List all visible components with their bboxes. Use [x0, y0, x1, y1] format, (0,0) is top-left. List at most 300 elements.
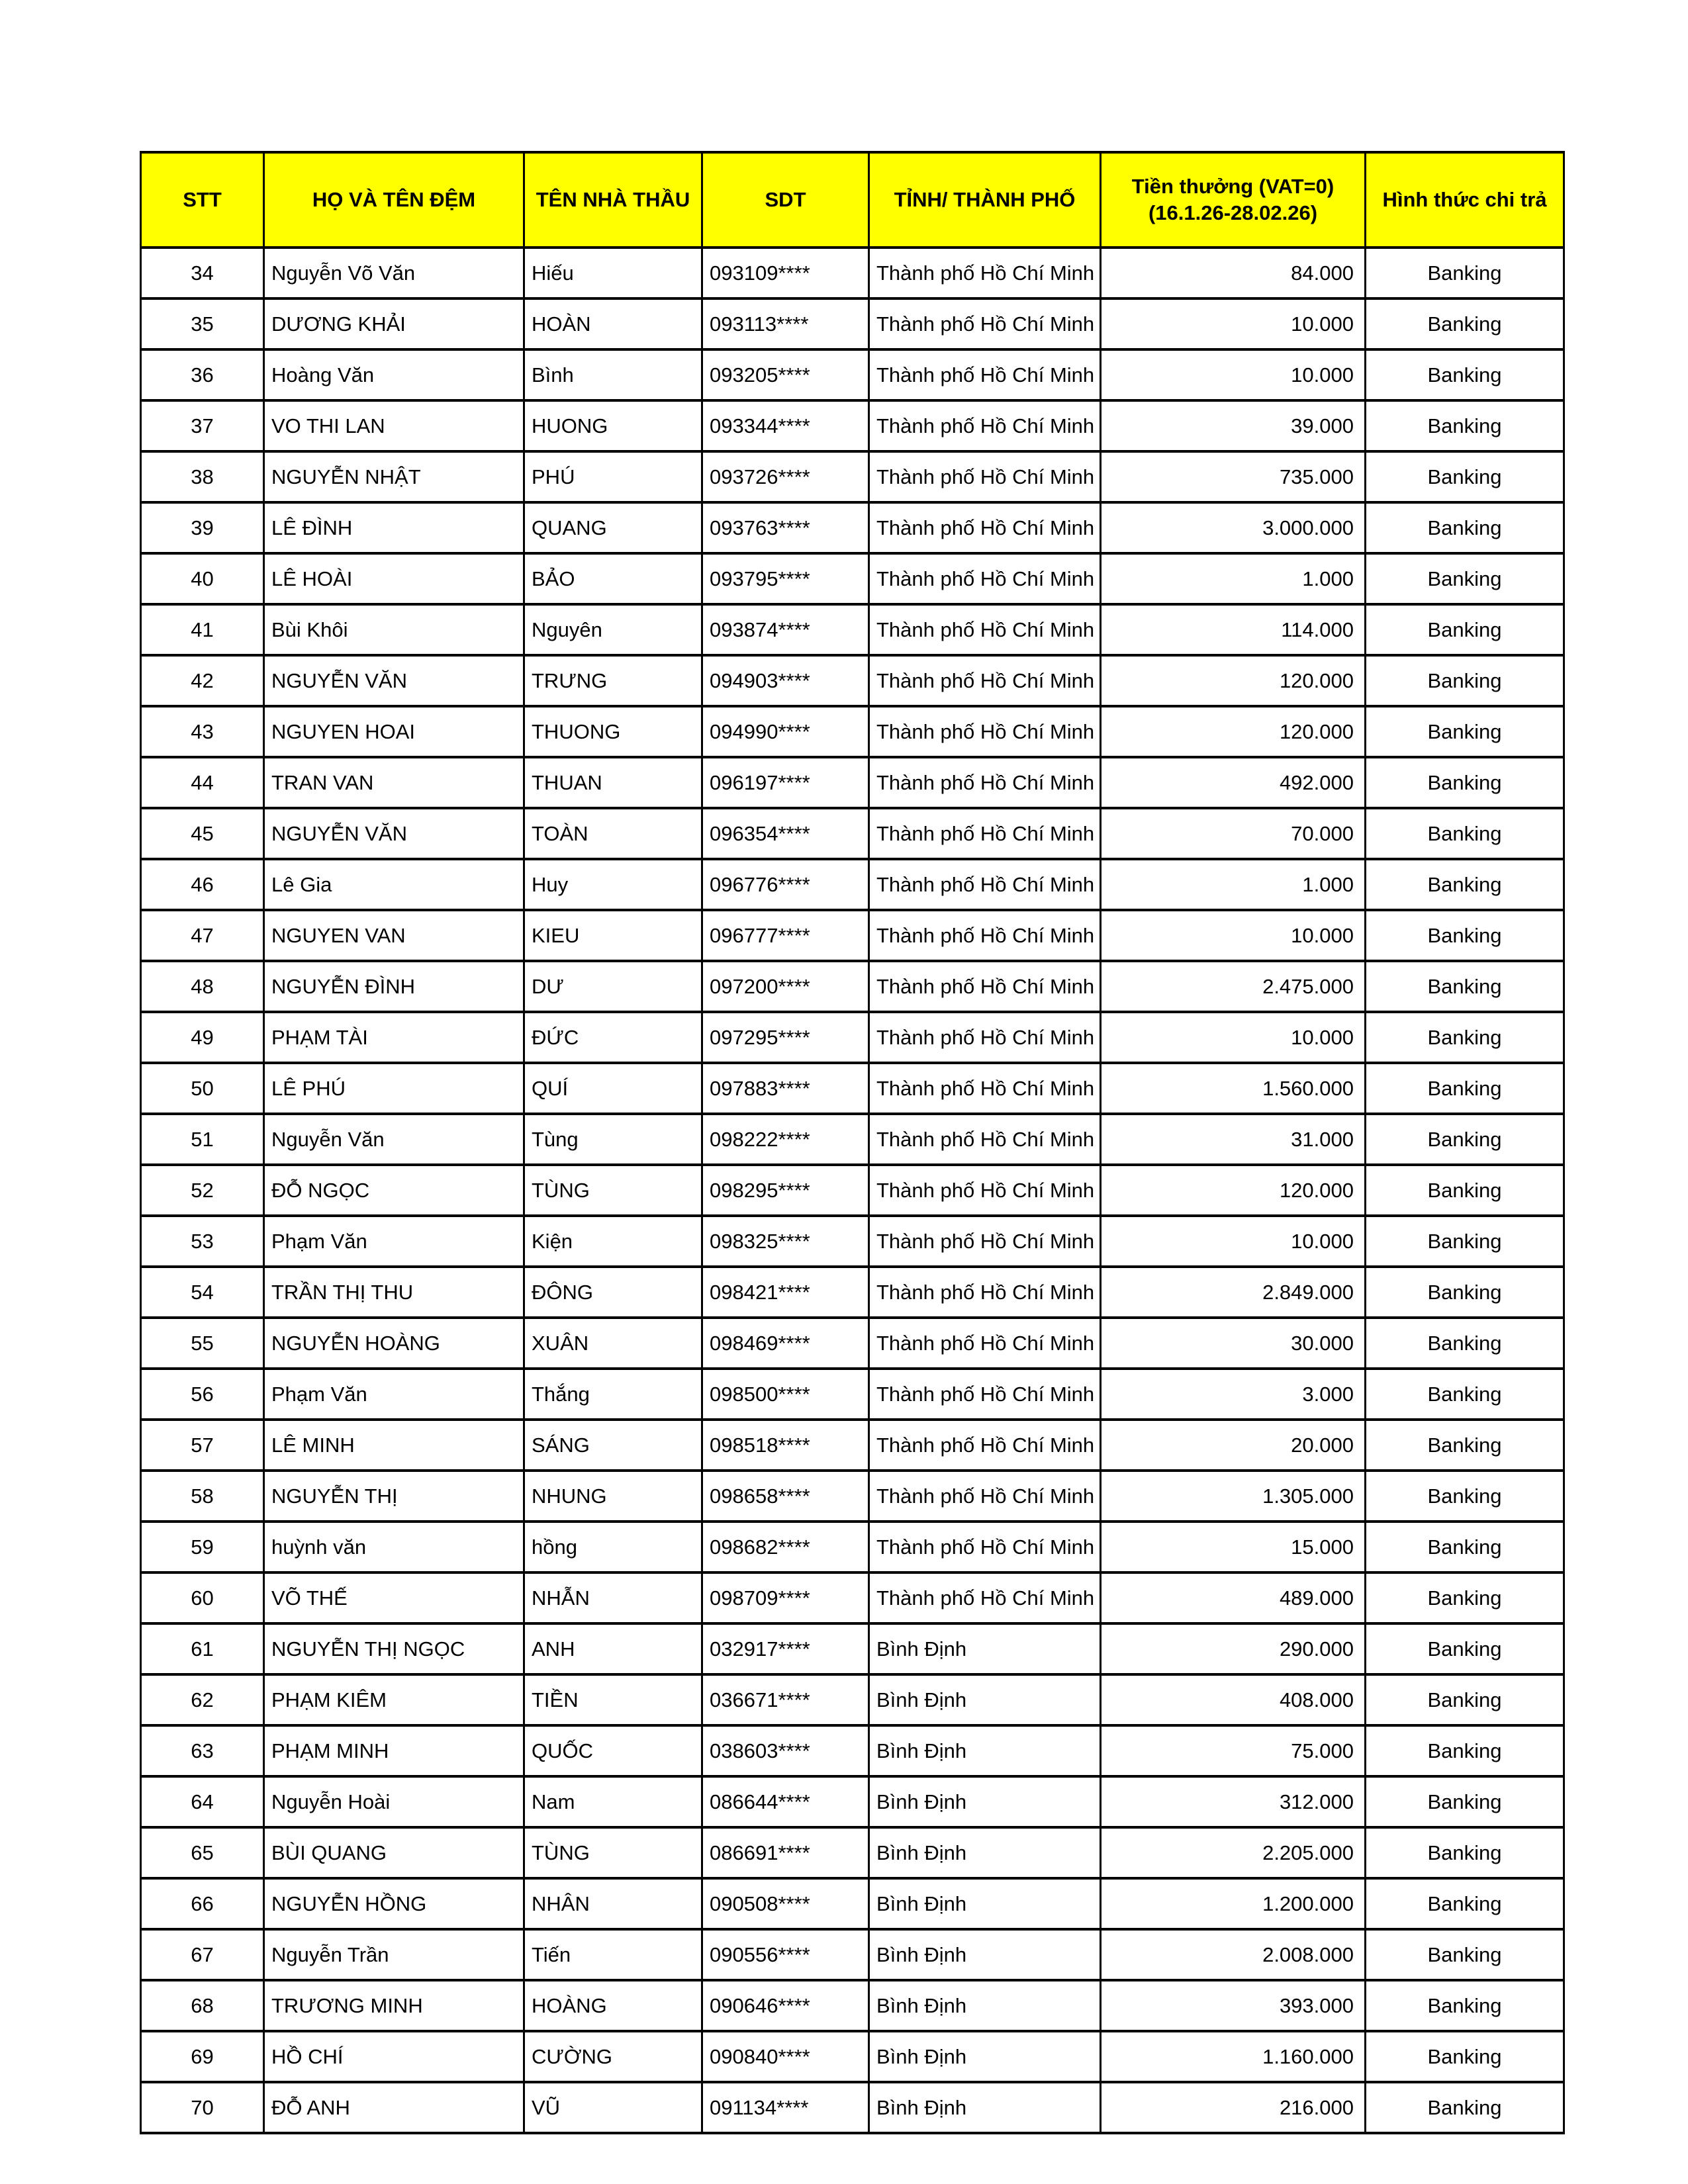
cell-tinh-thanh-pho: Thành phố Hồ Chí Minh — [869, 502, 1101, 553]
cell-ho-va-ten-dem: PHẠM MINH — [264, 1725, 524, 1776]
cell-stt: 37 — [141, 400, 264, 451]
cell-stt: 44 — [141, 757, 264, 808]
cell-ten-nha-thau: NHUNG — [524, 1471, 702, 1522]
cell-ten-nha-thau: KIEU — [524, 910, 702, 961]
table-row — [141, 502, 1564, 553]
cell-sdt: 098518**** — [702, 1420, 869, 1471]
cell-ho-va-ten-dem: Phạm Văn — [264, 1216, 524, 1267]
cell-ten-nha-thau: Thắng — [524, 1369, 702, 1420]
cell-hinh-thuc-chi-tra: Banking — [1366, 910, 1564, 961]
cell-ten-nha-thau: CƯỜNG — [524, 2031, 702, 2082]
cell-stt: 54 — [141, 1267, 264, 1318]
cell-stt: 64 — [141, 1776, 264, 1827]
table-row — [141, 451, 1564, 502]
cell-stt: 66 — [141, 1878, 264, 1929]
cell-ho-va-ten-dem: NGUYỄN THỊ — [264, 1471, 524, 1522]
cell-stt: 42 — [141, 655, 264, 706]
cell-ho-va-ten-dem: NGUYEN HOAI — [264, 706, 524, 757]
cell-stt: 56 — [141, 1369, 264, 1420]
cell-ten-nha-thau: Hiếu — [524, 248, 702, 298]
cell-tien-thuong: 1.305.000 — [1101, 1471, 1366, 1522]
cell-stt: 49 — [141, 1012, 264, 1063]
cell-ho-va-ten-dem: Nguyễn Trần — [264, 1929, 524, 1980]
cell-ten-nha-thau: Kiện — [524, 1216, 702, 1267]
column-header-tien-thuong-line1: Tiền thưởng (VAT=0) — [1131, 174, 1335, 198]
cell-tinh-thanh-pho: Bình Định — [869, 1674, 1101, 1725]
cell-tinh-thanh-pho: Thành phố Hồ Chí Minh — [869, 1572, 1101, 1623]
cell-ten-nha-thau: XUÂN — [524, 1318, 702, 1369]
cell-sdt: 090646**** — [702, 1980, 869, 2031]
cell-stt: 38 — [141, 451, 264, 502]
cell-ten-nha-thau: NHÂN — [524, 1878, 702, 1929]
table-row — [141, 553, 1564, 604]
table-row — [141, 1369, 1564, 1420]
cell-tinh-thanh-pho: Thành phố Hồ Chí Minh — [869, 298, 1101, 349]
cell-hinh-thuc-chi-tra: Banking — [1366, 1623, 1564, 1674]
cell-sdt: 093205**** — [702, 349, 869, 400]
cell-ten-nha-thau: ĐỨC — [524, 1012, 702, 1063]
cell-tien-thuong: 10.000 — [1101, 349, 1366, 400]
cell-tinh-thanh-pho: Bình Định — [869, 1827, 1101, 1878]
cell-hinh-thuc-chi-tra: Banking — [1366, 1114, 1564, 1165]
cell-ten-nha-thau: ANH — [524, 1623, 702, 1674]
table-row — [141, 2082, 1564, 2133]
cell-ten-nha-thau: HOÀN — [524, 298, 702, 349]
cell-ho-va-ten-dem: NGUYỄN VĂN — [264, 808, 524, 859]
cell-stt: 68 — [141, 1980, 264, 2031]
cell-stt: 35 — [141, 298, 264, 349]
cell-sdt: 097883**** — [702, 1063, 869, 1114]
cell-sdt: 097200**** — [702, 961, 869, 1012]
cell-tinh-thanh-pho: Thành phố Hồ Chí Minh — [869, 808, 1101, 859]
cell-ho-va-ten-dem: BÙI QUANG — [264, 1827, 524, 1878]
cell-tien-thuong: 312.000 — [1101, 1776, 1366, 1827]
cell-ten-nha-thau: TRƯNG — [524, 655, 702, 706]
cell-tien-thuong: 70.000 — [1101, 808, 1366, 859]
cell-tien-thuong: 492.000 — [1101, 757, 1366, 808]
cell-tien-thuong: 10.000 — [1101, 298, 1366, 349]
cell-hinh-thuc-chi-tra: Banking — [1366, 808, 1564, 859]
cell-ho-va-ten-dem: Hoàng Văn — [264, 349, 524, 400]
cell-hinh-thuc-chi-tra: Banking — [1366, 961, 1564, 1012]
cell-ten-nha-thau: SÁNG — [524, 1420, 702, 1471]
cell-ho-va-ten-dem: PHẠM KIÊM — [264, 1674, 524, 1725]
cell-hinh-thuc-chi-tra: Banking — [1366, 1674, 1564, 1725]
table-row — [141, 1980, 1564, 2031]
cell-hinh-thuc-chi-tra: Banking — [1366, 2082, 1564, 2133]
cell-ho-va-ten-dem: PHẠM TÀI — [264, 1012, 524, 1063]
cell-stt: 70 — [141, 2082, 264, 2133]
cell-hinh-thuc-chi-tra: Banking — [1366, 1471, 1564, 1522]
table-row — [141, 1216, 1564, 1267]
cell-hinh-thuc-chi-tra: Banking — [1366, 2031, 1564, 2082]
cell-ho-va-ten-dem: ĐỖ NGỌC — [264, 1165, 524, 1216]
cell-sdt: 096197**** — [702, 757, 869, 808]
column-header-hinh-thuc-chi-tra: Hình thức chi trả — [1366, 152, 1564, 248]
table-row — [141, 1623, 1564, 1674]
cell-stt: 46 — [141, 859, 264, 910]
cell-stt: 36 — [141, 349, 264, 400]
table-row — [141, 248, 1564, 298]
cell-hinh-thuc-chi-tra: Banking — [1366, 1776, 1564, 1827]
cell-ho-va-ten-dem: NGUYỄN THỊ NGỌC — [264, 1623, 524, 1674]
cell-tinh-thanh-pho: Thành phố Hồ Chí Minh — [869, 1420, 1101, 1471]
table-row — [141, 1674, 1564, 1725]
cell-sdt: 096354**** — [702, 808, 869, 859]
cell-ho-va-ten-dem: Phạm Văn — [264, 1369, 524, 1420]
cell-hinh-thuc-chi-tra: Banking — [1366, 349, 1564, 400]
cell-tinh-thanh-pho: Thành phố Hồ Chí Minh — [869, 655, 1101, 706]
table-row — [141, 1318, 1564, 1369]
cell-ho-va-ten-dem: VO THI LAN — [264, 400, 524, 451]
cell-sdt: 086644**** — [702, 1776, 869, 1827]
table-row — [141, 655, 1564, 706]
cell-ho-va-ten-dem: TRƯƠNG MINH — [264, 1980, 524, 2031]
cell-tien-thuong: 2.205.000 — [1101, 1827, 1366, 1878]
cell-tinh-thanh-pho: Bình Định — [869, 2031, 1101, 2082]
cell-tien-thuong: 120.000 — [1101, 655, 1366, 706]
cell-ho-va-ten-dem: NGUYỄN ĐÌNH — [264, 961, 524, 1012]
cell-tien-thuong: 30.000 — [1101, 1318, 1366, 1369]
cell-tinh-thanh-pho: Bình Định — [869, 1980, 1101, 2031]
cell-tien-thuong: 1.560.000 — [1101, 1063, 1366, 1114]
cell-sdt: 097295**** — [702, 1012, 869, 1063]
cell-hinh-thuc-chi-tra: Banking — [1366, 1929, 1564, 1980]
cell-tien-thuong: 120.000 — [1101, 1165, 1366, 1216]
cell-sdt: 098658**** — [702, 1471, 869, 1522]
cell-ten-nha-thau: Nam — [524, 1776, 702, 1827]
table-row — [141, 961, 1564, 1012]
cell-hinh-thuc-chi-tra: Banking — [1366, 248, 1564, 298]
cell-sdt: 098325**** — [702, 1216, 869, 1267]
cell-ten-nha-thau: ĐÔNG — [524, 1267, 702, 1318]
cell-sdt: 093874**** — [702, 604, 869, 655]
cell-sdt: 096777**** — [702, 910, 869, 961]
cell-tinh-thanh-pho: Thành phố Hồ Chí Minh — [869, 451, 1101, 502]
cell-sdt: 093109**** — [702, 248, 869, 298]
cell-sdt: 093726**** — [702, 451, 869, 502]
table-row — [141, 1063, 1564, 1114]
cell-tinh-thanh-pho: Thành phố Hồ Chí Minh — [869, 1267, 1101, 1318]
cell-hinh-thuc-chi-tra: Banking — [1366, 1369, 1564, 1420]
cell-stt: 55 — [141, 1318, 264, 1369]
cell-hinh-thuc-chi-tra: Banking — [1366, 553, 1564, 604]
table-row — [141, 1929, 1564, 1980]
table-row — [141, 859, 1564, 910]
cell-ho-va-ten-dem: Nguyễn Võ Văn — [264, 248, 524, 298]
cell-ho-va-ten-dem: NGUYỄN VĂN — [264, 655, 524, 706]
cell-ten-nha-thau: Tùng — [524, 1114, 702, 1165]
cell-hinh-thuc-chi-tra: Banking — [1366, 604, 1564, 655]
cell-sdt: 098222**** — [702, 1114, 869, 1165]
cell-ho-va-ten-dem: NGUYỄN HỒNG — [264, 1878, 524, 1929]
cell-sdt: 098295**** — [702, 1165, 869, 1216]
cell-ho-va-ten-dem: LÊ PHÚ — [264, 1063, 524, 1114]
cell-tien-thuong: 1.000 — [1101, 553, 1366, 604]
cell-stt: 43 — [141, 706, 264, 757]
table-row — [141, 910, 1564, 961]
cell-tien-thuong: 114.000 — [1101, 604, 1366, 655]
cell-ten-nha-thau: DƯ — [524, 961, 702, 1012]
cell-hinh-thuc-chi-tra: Banking — [1366, 451, 1564, 502]
cell-hinh-thuc-chi-tra: Banking — [1366, 1165, 1564, 1216]
cell-ten-nha-thau: Bình — [524, 349, 702, 400]
cell-sdt: 093795**** — [702, 553, 869, 604]
cell-ten-nha-thau: TIỀN — [524, 1674, 702, 1725]
cell-stt: 61 — [141, 1623, 264, 1674]
cell-tinh-thanh-pho: Thành phố Hồ Chí Minh — [869, 604, 1101, 655]
table-row — [141, 1471, 1564, 1522]
cell-tinh-thanh-pho: Thành phố Hồ Chí Minh — [869, 706, 1101, 757]
table-row — [141, 706, 1564, 757]
table-row — [141, 298, 1564, 349]
cell-tien-thuong: 290.000 — [1101, 1623, 1366, 1674]
cell-ho-va-ten-dem: Bùi Khôi — [264, 604, 524, 655]
table-row — [141, 1725, 1564, 1776]
cell-tinh-thanh-pho: Bình Định — [869, 2082, 1101, 2133]
cell-hinh-thuc-chi-tra: Banking — [1366, 1318, 1564, 1369]
cell-ten-nha-thau: QUÍ — [524, 1063, 702, 1114]
cell-ho-va-ten-dem: huỳnh văn — [264, 1522, 524, 1572]
cell-hinh-thuc-chi-tra: Banking — [1366, 502, 1564, 553]
cell-hinh-thuc-chi-tra: Banking — [1366, 859, 1564, 910]
cell-tinh-thanh-pho: Bình Định — [869, 1878, 1101, 1929]
header-row — [141, 152, 1564, 248]
table-body — [141, 248, 1564, 2133]
cell-ten-nha-thau: QUANG — [524, 502, 702, 553]
cell-tien-thuong: 1.160.000 — [1101, 2031, 1366, 2082]
cell-ho-va-ten-dem: LÊ MINH — [264, 1420, 524, 1471]
cell-ho-va-ten-dem: ĐỖ ANH — [264, 2082, 524, 2133]
cell-hinh-thuc-chi-tra: Banking — [1366, 757, 1564, 808]
column-header-ten-nha-thau: TÊN NHÀ THẦU — [524, 152, 702, 248]
winners-table — [140, 151, 1565, 2134]
cell-tien-thuong: 3.000.000 — [1101, 502, 1366, 553]
cell-hinh-thuc-chi-tra: Banking — [1366, 1216, 1564, 1267]
cell-tien-thuong: 2.849.000 — [1101, 1267, 1366, 1318]
cell-stt: 57 — [141, 1420, 264, 1471]
cell-tien-thuong: 84.000 — [1101, 248, 1366, 298]
table-row — [141, 1267, 1564, 1318]
cell-stt: 59 — [141, 1522, 264, 1572]
cell-tien-thuong: 75.000 — [1101, 1725, 1366, 1776]
cell-tien-thuong: 408.000 — [1101, 1674, 1366, 1725]
cell-tinh-thanh-pho: Thành phố Hồ Chí Minh — [869, 349, 1101, 400]
cell-hinh-thuc-chi-tra: Banking — [1366, 1878, 1564, 1929]
cell-ten-nha-thau: Huy — [524, 859, 702, 910]
cell-ten-nha-thau: NHẪN — [524, 1572, 702, 1623]
cell-ho-va-ten-dem: TRAN VAN — [264, 757, 524, 808]
cell-ten-nha-thau: TÙNG — [524, 1165, 702, 1216]
cell-ho-va-ten-dem: NGUYEN VAN — [264, 910, 524, 961]
cell-hinh-thuc-chi-tra: Banking — [1366, 1725, 1564, 1776]
cell-ten-nha-thau: HUONG — [524, 400, 702, 451]
cell-ten-nha-thau: QUỐC — [524, 1725, 702, 1776]
column-header-tinh-thanh-pho: TỈNH/ THÀNH PHỐ — [869, 152, 1101, 248]
table-row — [141, 604, 1564, 655]
cell-tien-thuong: 20.000 — [1101, 1420, 1366, 1471]
cell-hinh-thuc-chi-tra: Banking — [1366, 1827, 1564, 1878]
cell-stt: 60 — [141, 1572, 264, 1623]
cell-tien-thuong: 216.000 — [1101, 2082, 1366, 2133]
cell-tien-thuong: 3.000 — [1101, 1369, 1366, 1420]
cell-tinh-thanh-pho: Thành phố Hồ Chí Minh — [869, 1063, 1101, 1114]
cell-tinh-thanh-pho: Thành phố Hồ Chí Minh — [869, 1165, 1101, 1216]
cell-sdt: 093344**** — [702, 400, 869, 451]
cell-tinh-thanh-pho: Thành phố Hồ Chí Minh — [869, 1522, 1101, 1572]
cell-tien-thuong: 15.000 — [1101, 1522, 1366, 1572]
cell-tinh-thanh-pho: Thành phố Hồ Chí Minh — [869, 1114, 1101, 1165]
cell-sdt: 094903**** — [702, 655, 869, 706]
table-row — [141, 1420, 1564, 1471]
table-row — [141, 808, 1564, 859]
column-header-ho-va-ten-dem: HỌ VÀ TÊN ĐỆM — [264, 152, 524, 248]
cell-stt: 63 — [141, 1725, 264, 1776]
column-header-sdt: SDT — [702, 152, 869, 248]
cell-stt: 52 — [141, 1165, 264, 1216]
cell-sdt: 032917**** — [702, 1623, 869, 1674]
cell-sdt: 094990**** — [702, 706, 869, 757]
cell-tinh-thanh-pho: Thành phố Hồ Chí Minh — [869, 1216, 1101, 1267]
cell-sdt: 036671**** — [702, 1674, 869, 1725]
table-row — [141, 1827, 1564, 1878]
cell-stt: 41 — [141, 604, 264, 655]
table-row — [141, 400, 1564, 451]
cell-stt: 62 — [141, 1674, 264, 1725]
cell-tien-thuong: 2.475.000 — [1101, 961, 1366, 1012]
cell-sdt: 038603**** — [702, 1725, 869, 1776]
cell-hinh-thuc-chi-tra: Banking — [1366, 655, 1564, 706]
cell-tien-thuong: 10.000 — [1101, 1216, 1366, 1267]
cell-tinh-thanh-pho: Thành phố Hồ Chí Minh — [869, 1318, 1101, 1369]
cell-stt: 53 — [141, 1216, 264, 1267]
cell-tien-thuong: 120.000 — [1101, 706, 1366, 757]
cell-ho-va-ten-dem: LÊ ĐÌNH — [264, 502, 524, 553]
table-row — [141, 2031, 1564, 2082]
cell-hinh-thuc-chi-tra: Banking — [1366, 1522, 1564, 1572]
cell-tien-thuong: 10.000 — [1101, 1012, 1366, 1063]
cell-tien-thuong: 489.000 — [1101, 1572, 1366, 1623]
cell-tinh-thanh-pho: Bình Định — [869, 1776, 1101, 1827]
cell-ho-va-ten-dem: Nguyễn Hoài — [264, 1776, 524, 1827]
cell-ten-nha-thau: VŨ — [524, 2082, 702, 2133]
cell-stt: 34 — [141, 248, 264, 298]
cell-sdt: 098682**** — [702, 1522, 869, 1572]
table-row — [141, 1114, 1564, 1165]
cell-ho-va-ten-dem: NGUYỄN NHẬT — [264, 451, 524, 502]
cell-ho-va-ten-dem: Nguyễn Văn — [264, 1114, 524, 1165]
cell-tien-thuong: 1.000 — [1101, 859, 1366, 910]
cell-sdt: 098469**** — [702, 1318, 869, 1369]
cell-tinh-thanh-pho: Thành phố Hồ Chí Minh — [869, 1369, 1101, 1420]
cell-ho-va-ten-dem: DƯƠNG KHẢI — [264, 298, 524, 349]
table-row — [141, 1878, 1564, 1929]
cell-ten-nha-thau: PHÚ — [524, 451, 702, 502]
cell-stt: 47 — [141, 910, 264, 961]
column-header-stt: STT — [141, 152, 264, 248]
cell-stt: 65 — [141, 1827, 264, 1878]
table-row — [141, 1012, 1564, 1063]
cell-tien-thuong: 31.000 — [1101, 1114, 1366, 1165]
cell-ho-va-ten-dem: Lê Gia — [264, 859, 524, 910]
table-row — [141, 1572, 1564, 1623]
cell-tien-thuong: 39.000 — [1101, 400, 1366, 451]
cell-hinh-thuc-chi-tra: Banking — [1366, 1420, 1564, 1471]
column-header-tien-thuong — [1101, 152, 1366, 248]
cell-stt: 67 — [141, 1929, 264, 1980]
cell-tinh-thanh-pho: Thành phố Hồ Chí Minh — [869, 961, 1101, 1012]
cell-tinh-thanh-pho: Thành phố Hồ Chí Minh — [869, 400, 1101, 451]
cell-tinh-thanh-pho: Thành phố Hồ Chí Minh — [869, 1012, 1101, 1063]
cell-ten-nha-thau: THUONG — [524, 706, 702, 757]
cell-ten-nha-thau: Nguyên — [524, 604, 702, 655]
cell-stt: 69 — [141, 2031, 264, 2082]
cell-sdt: 098500**** — [702, 1369, 869, 1420]
cell-sdt: 090556**** — [702, 1929, 869, 1980]
cell-ho-va-ten-dem: VÕ THẾ — [264, 1572, 524, 1623]
cell-sdt: 093113**** — [702, 298, 869, 349]
cell-ho-va-ten-dem: LÊ HOÀI — [264, 553, 524, 604]
cell-hinh-thuc-chi-tra: Banking — [1366, 1980, 1564, 2031]
cell-stt: 45 — [141, 808, 264, 859]
cell-stt: 48 — [141, 961, 264, 1012]
cell-ten-nha-thau: TOÀN — [524, 808, 702, 859]
table-row — [141, 1165, 1564, 1216]
cell-tinh-thanh-pho: Thành phố Hồ Chí Minh — [869, 859, 1101, 910]
cell-hinh-thuc-chi-tra: Banking — [1366, 1063, 1564, 1114]
cell-hinh-thuc-chi-tra: Banking — [1366, 706, 1564, 757]
cell-ten-nha-thau: hồng — [524, 1522, 702, 1572]
cell-tien-thuong: 1.200.000 — [1101, 1878, 1366, 1929]
cell-stt: 51 — [141, 1114, 264, 1165]
cell-sdt: 091134**** — [702, 2082, 869, 2133]
cell-ten-nha-thau: THUAN — [524, 757, 702, 808]
cell-stt: 58 — [141, 1471, 264, 1522]
cell-tinh-thanh-pho: Thành phố Hồ Chí Minh — [869, 1471, 1101, 1522]
cell-tinh-thanh-pho: Thành phố Hồ Chí Minh — [869, 757, 1101, 808]
cell-hinh-thuc-chi-tra: Banking — [1366, 1267, 1564, 1318]
cell-stt: 50 — [141, 1063, 264, 1114]
cell-sdt: 098421**** — [702, 1267, 869, 1318]
cell-sdt: 098709**** — [702, 1572, 869, 1623]
cell-hinh-thuc-chi-tra: Banking — [1366, 1572, 1564, 1623]
cell-ho-va-ten-dem: TRẦN THỊ THU — [264, 1267, 524, 1318]
cell-ten-nha-thau: Tiến — [524, 1929, 702, 1980]
table-row — [141, 757, 1564, 808]
cell-ten-nha-thau: HOÀNG — [524, 1980, 702, 2031]
cell-tinh-thanh-pho: Bình Định — [869, 1725, 1101, 1776]
cell-tien-thuong: 393.000 — [1101, 1980, 1366, 2031]
table-row — [141, 1776, 1564, 1827]
column-header-tien-thuong-line2: (16.1.26-28.02.26) — [1148, 201, 1318, 224]
cell-ten-nha-thau: BẢO — [524, 553, 702, 604]
cell-hinh-thuc-chi-tra: Banking — [1366, 400, 1564, 451]
cell-sdt: 096776**** — [702, 859, 869, 910]
cell-tinh-thanh-pho: Thành phố Hồ Chí Minh — [869, 248, 1101, 298]
cell-sdt: 090840**** — [702, 2031, 869, 2082]
table-row — [141, 1522, 1564, 1572]
cell-tinh-thanh-pho: Bình Định — [869, 1929, 1101, 1980]
cell-stt: 40 — [141, 553, 264, 604]
cell-sdt: 086691**** — [702, 1827, 869, 1878]
cell-tien-thuong: 735.000 — [1101, 451, 1366, 502]
cell-tien-thuong: 10.000 — [1101, 910, 1366, 961]
cell-tinh-thanh-pho: Thành phố Hồ Chí Minh — [869, 553, 1101, 604]
cell-tinh-thanh-pho: Bình Định — [869, 1623, 1101, 1674]
cell-hinh-thuc-chi-tra: Banking — [1366, 298, 1564, 349]
cell-sdt: 093763**** — [702, 502, 869, 553]
cell-tien-thuong: 2.008.000 — [1101, 1929, 1366, 1980]
